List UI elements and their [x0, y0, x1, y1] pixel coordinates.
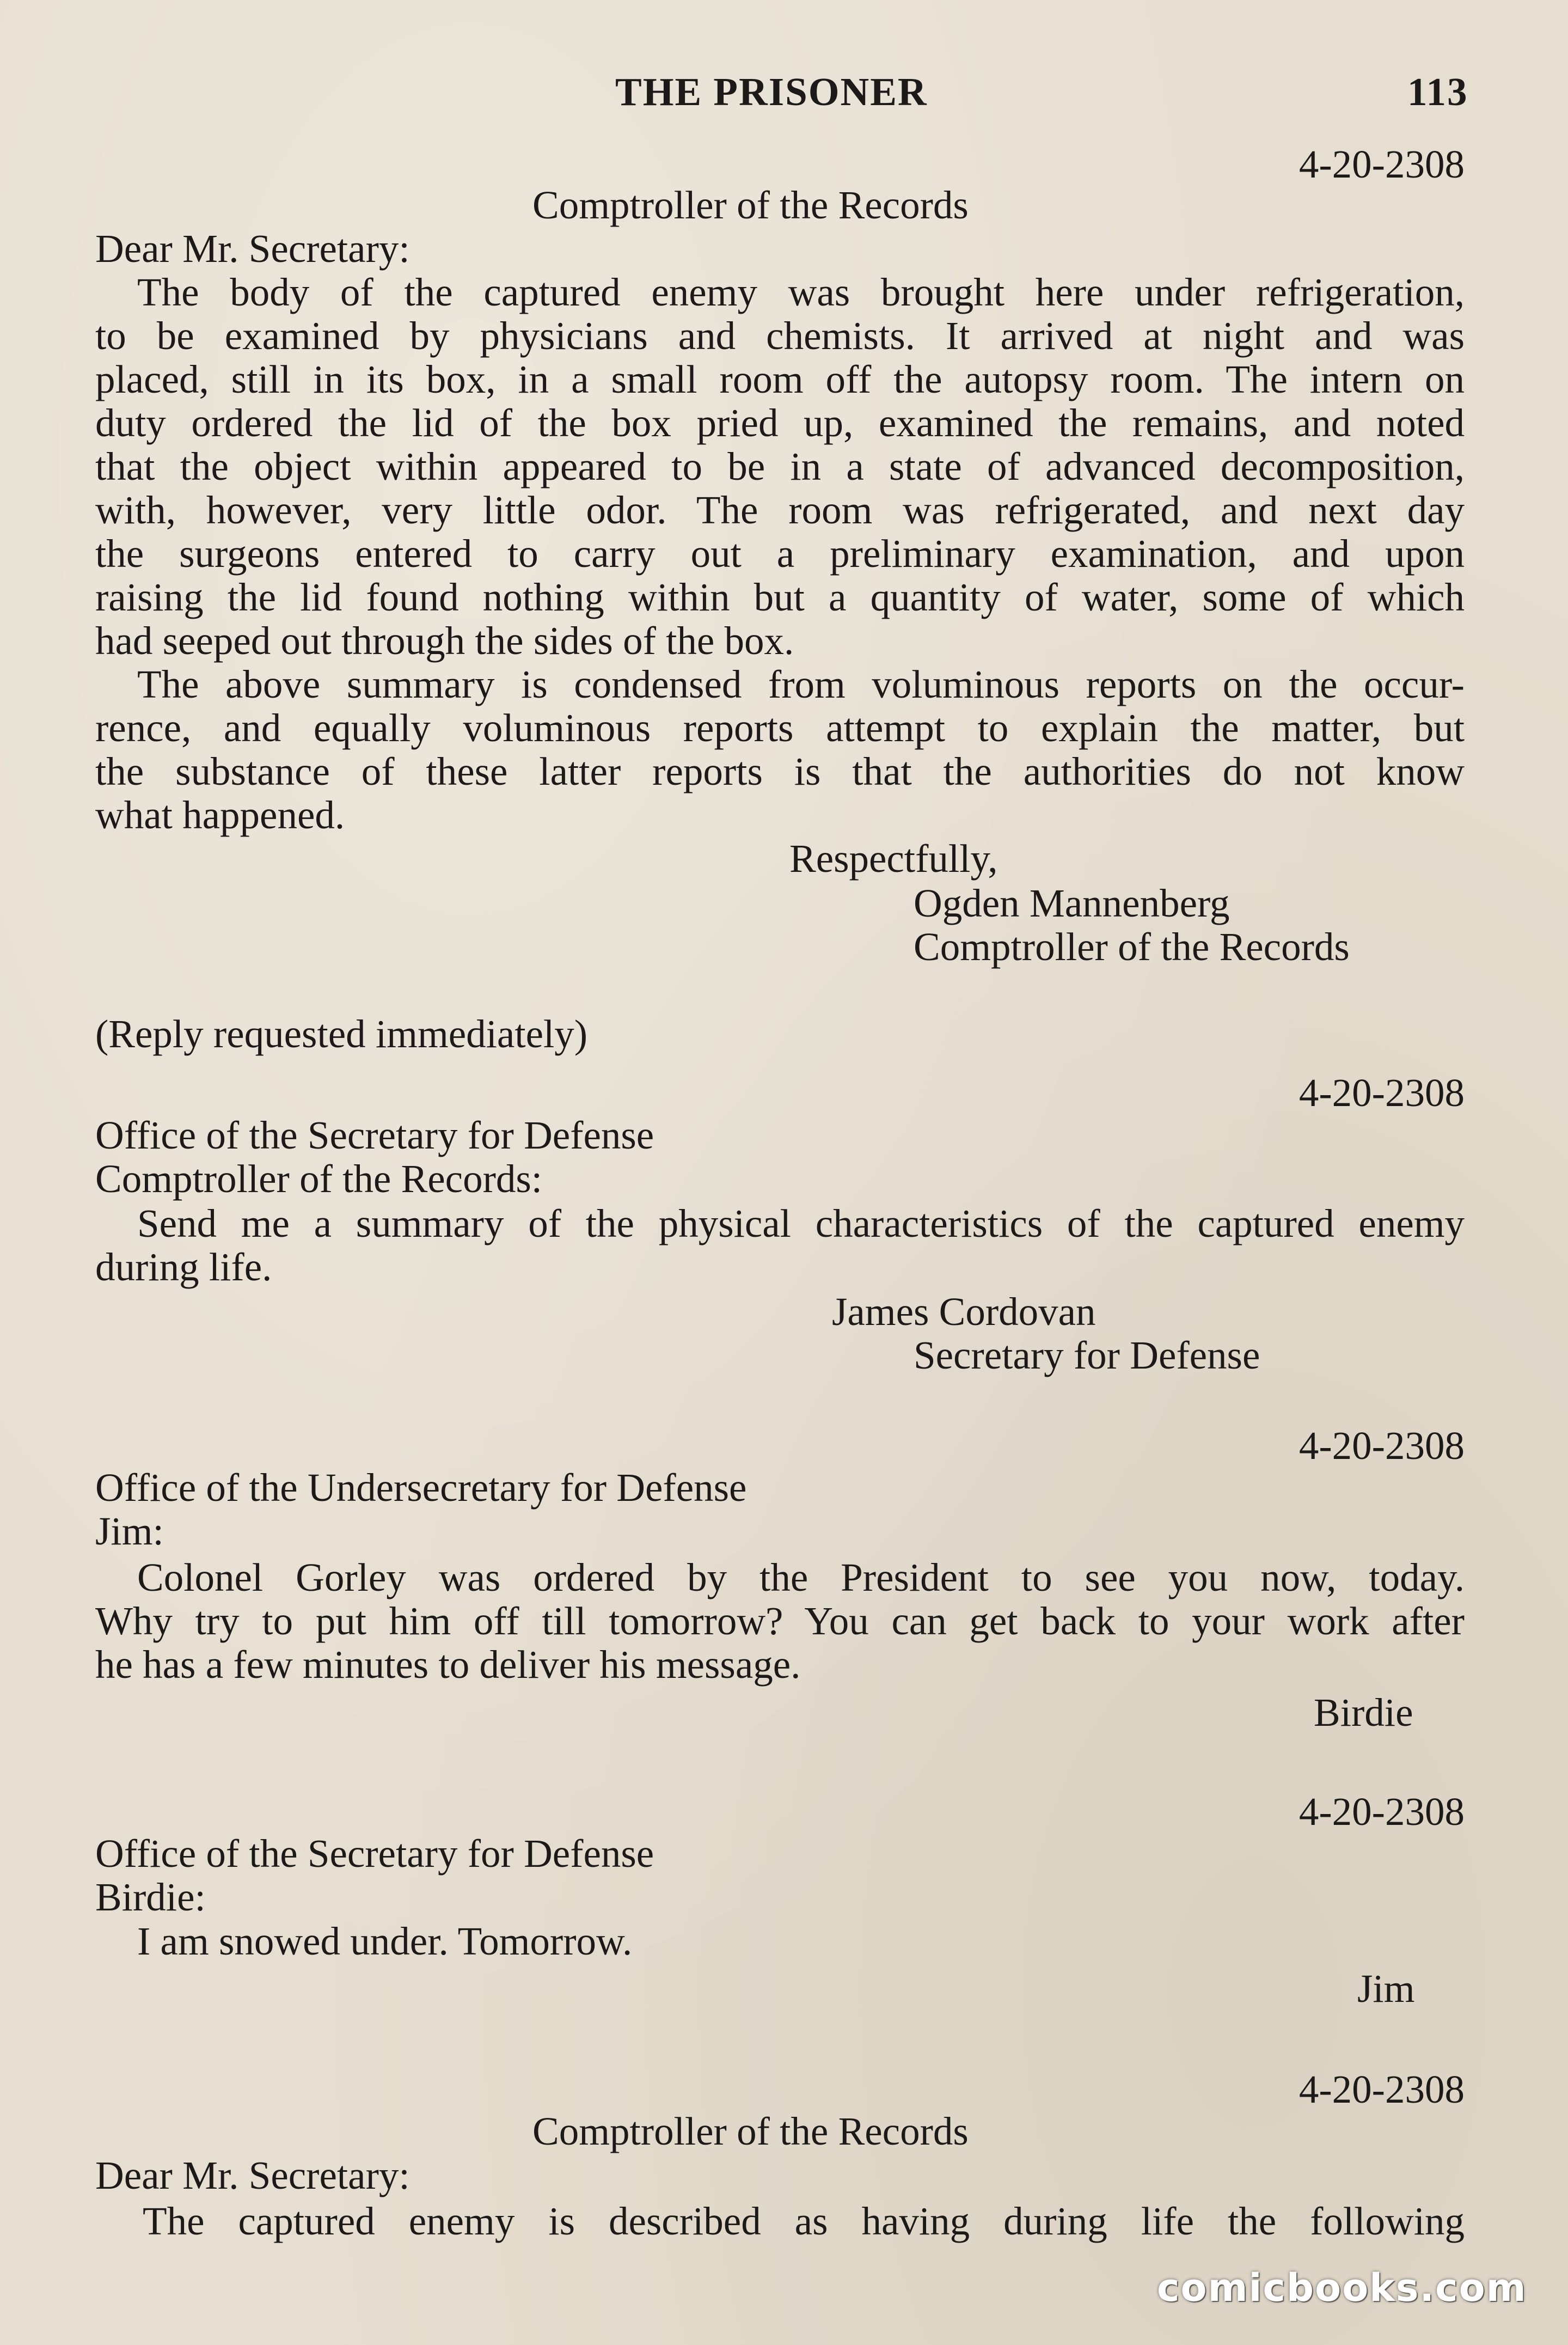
letter1-salutation: Dear Mr. Secretary: [95, 227, 410, 271]
letter1-date: 4-20-2308 [1298, 142, 1465, 186]
letter3-from: Office of the Undersecretary for Defense [95, 1465, 747, 1510]
letter5-from: Comptroller of the Records [532, 2109, 969, 2153]
letter1-signature-name: Ogden Mannenberg [914, 881, 1230, 925]
letter3-signature: Birdie [1314, 1690, 1413, 1735]
letter1-body-line: placed, still in its box, in a small room off the autopsy room. The intern on [95, 357, 1465, 401]
letter3-body-line: Why try to put him off till tomorrow? You can get back to your work after [95, 1599, 1465, 1643]
letter1-body-line: The above summary is condensed from voluminous reports on the occur- [137, 662, 1465, 706]
letter1-body-line: had seeped out through the sides of the box. [95, 619, 794, 663]
letter4-from: Office of the Secretary for Defense [95, 1831, 654, 1876]
letter2-signature-title: Secretary for Defense [914, 1333, 1260, 1377]
letter3-salutation: Jim: [95, 1509, 164, 1553]
letter4-signature: Jim [1357, 1967, 1415, 2011]
letter4-body-line: I am snowed under. Tomorrow. [137, 1919, 633, 1963]
letter4-salutation: Birdie: [95, 1875, 206, 1919]
letter1-body-line: the substance of these latter reports is that the authorities do not know [95, 749, 1465, 793]
letter1-body-line: the surgeons entered to carry out a preliminary examination, and upon [95, 532, 1465, 576]
letter1-body-line: rence, and equally voluminous reports attempt to explain the matter, but [95, 706, 1465, 750]
letter1-body-line: with, however, very little odor. The room was refrigerated, and next day [95, 488, 1465, 532]
letter2-salutation: Comptroller of the Records: [95, 1157, 543, 1201]
letter3-date: 4-20-2308 [1298, 1424, 1465, 1468]
letter2-body-line: Send me a summary of the physical characteristics of the captured enemy [137, 1201, 1465, 1245]
letter1-body-line: what happened. [95, 793, 345, 837]
letter1-body-line: that the object within appeared to be in a state of advanced decomposition, [95, 444, 1465, 488]
letter1-body-line: raising the lid found nothing within but a quantity of water, some of which [95, 575, 1465, 619]
letter5-salutation: Dear Mr. Secretary: [95, 2153, 410, 2197]
letter5-body-line: The captured enemy is described as having during life the following [143, 2199, 1465, 2243]
letter4-date: 4-20-2308 [1298, 1790, 1465, 1834]
watermark-text: comicbooks.com [1157, 2265, 1527, 2310]
running-title: THE PRISONER [615, 70, 928, 114]
letter1-body-line: The body of the captured enemy was brought here under refrigeration, [137, 270, 1465, 314]
letter1-body-line: to be examined by physicians and chemists. It arrived at night and was [95, 314, 1465, 358]
page-number: 113 [1407, 70, 1468, 114]
letter2-signature-name: James Cordovan [832, 1290, 1096, 1334]
letter1-signature-title: Comptroller of the Records [914, 925, 1350, 969]
letter2-date: 4-20-2308 [1298, 1071, 1465, 1115]
letter1-body-line: duty ordered the lid of the box pried up, examined the remains, and noted [95, 401, 1465, 445]
letter2-body-line: during life. [95, 1245, 272, 1289]
letter5-date: 4-20-2308 [1298, 2067, 1465, 2111]
letter1-note: (Reply requested immediately) [95, 1012, 588, 1056]
letter1-closing: Respectfully, [789, 836, 998, 881]
letter3-body-line: Colonel Gorley was ordered by the President to see you now, today. [137, 1555, 1465, 1599]
letter2-from: Office of the Secretary for Defense [95, 1113, 654, 1157]
letter1-from: Comptroller of the Records [532, 183, 969, 227]
letter3-body-line: he has a few minutes to deliver his message. [95, 1642, 801, 1687]
